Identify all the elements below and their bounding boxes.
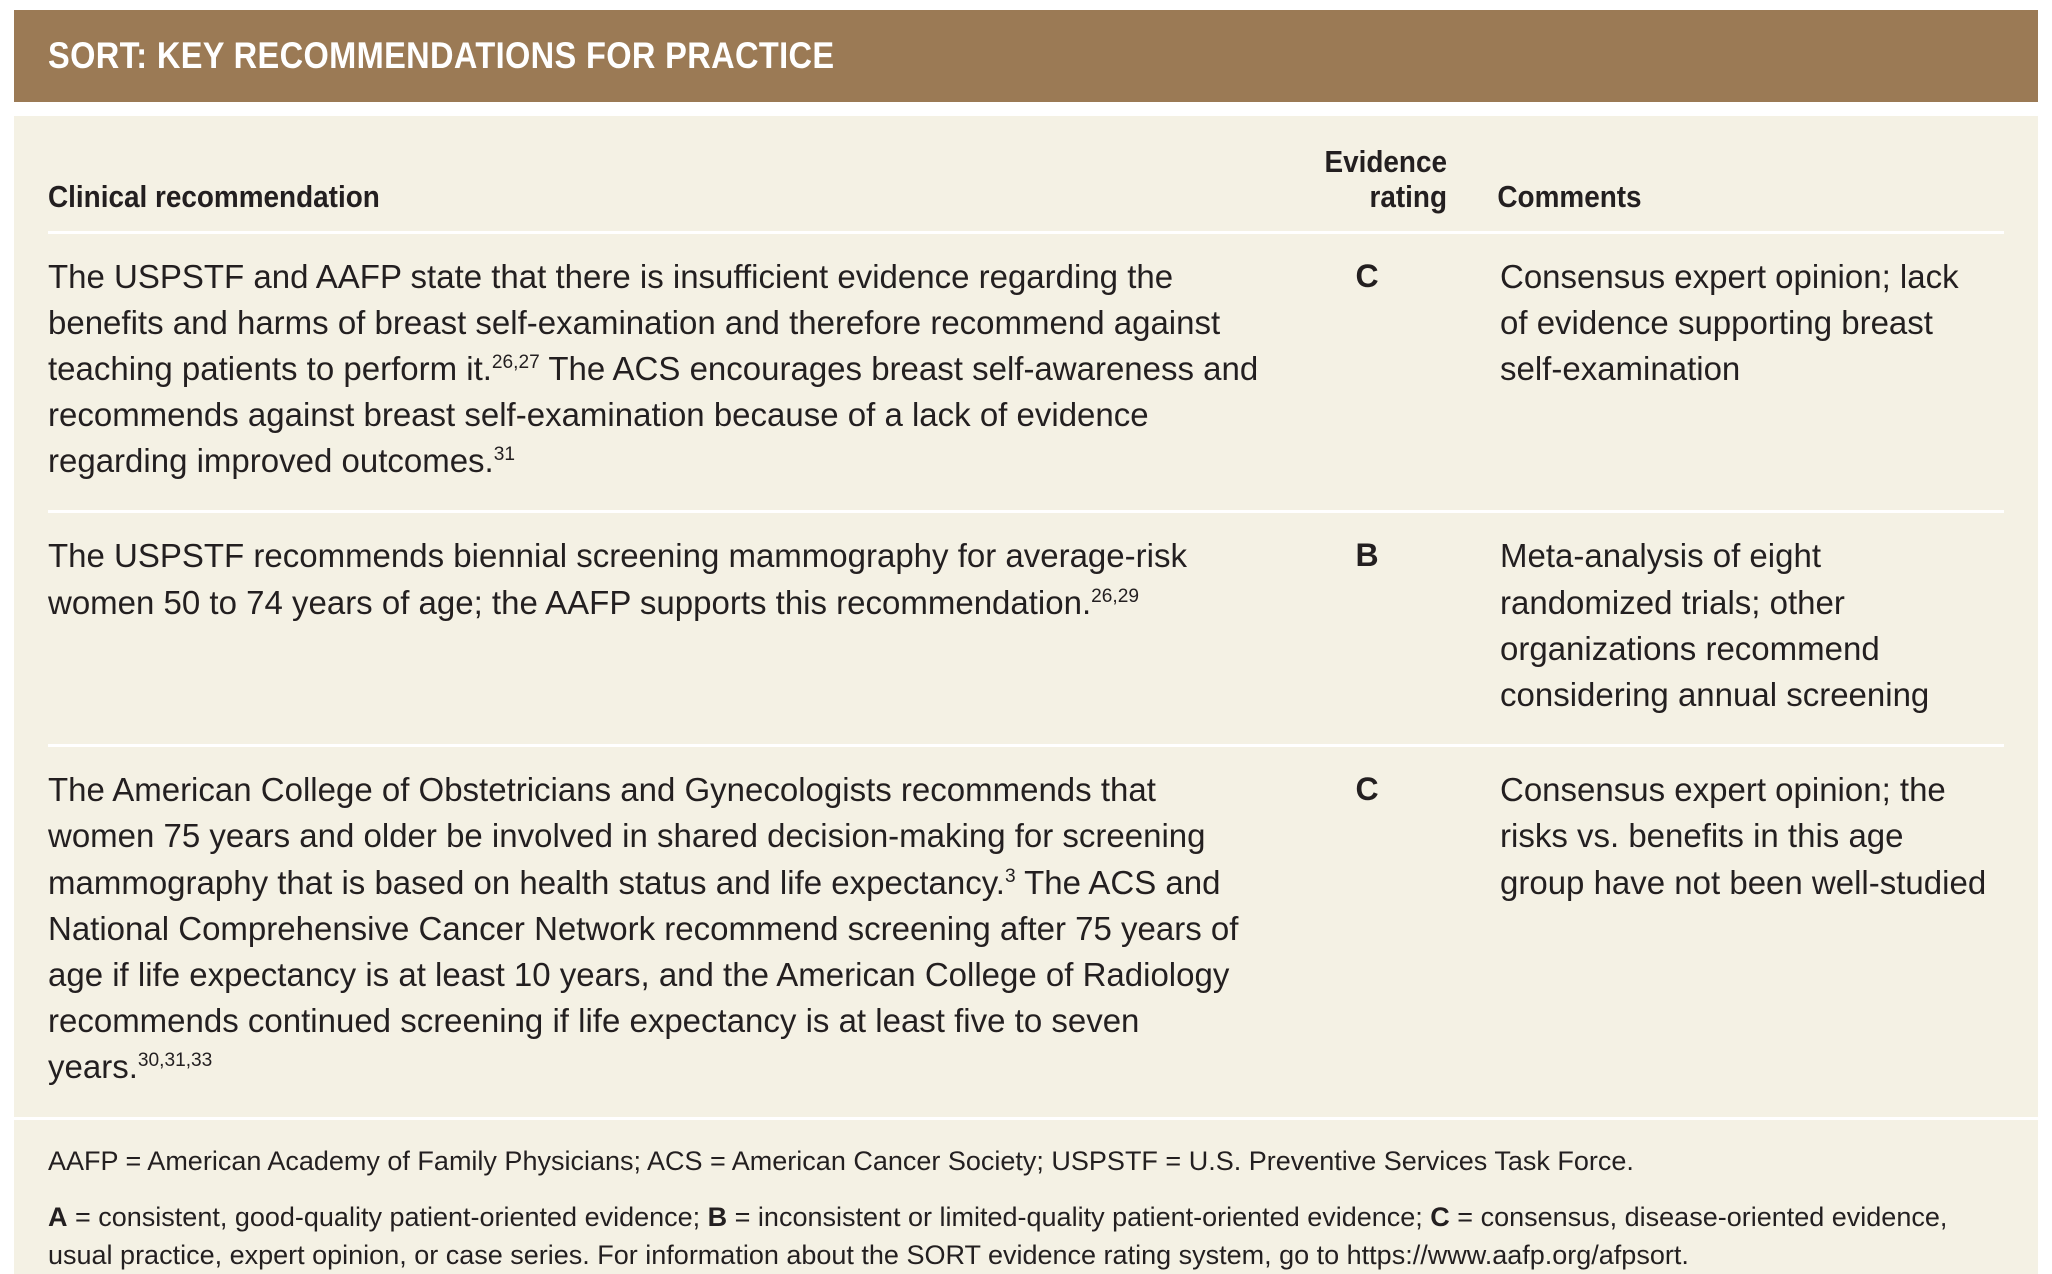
header-divider bbox=[14, 102, 2038, 116]
footnotes bbox=[14, 1117, 2038, 1274]
cell-recommendation: The USPSTF and AAFP state that there is insufficient evidence regarding the benefits and harms of breast self-examination and therefore recommend against teaching patients to perform it.$^{26,27}$ The ACS encourages breast self-awareness and recommends against breast self-examination because of a lack of evidence regarding improved outcomes.$^{31}$ bbox=[48, 232, 1286, 512]
cell-recommendation: The USPSTF recommends biennial screening mammography for average-risk women 50 to 74 years of age; the AAFP supports this recommendation.$^{26,29}$ bbox=[48, 512, 1286, 746]
cell-comments: Consensus expert opinion; the risks vs. benefits in this age group have not been well-studied bbox=[1474, 746, 2004, 1117]
cell-recommendation: The American College of Obstetricians and Gynecologists recommends that women 75 years and older be involved in shared decision-making for screening mammography that is based on health status and life expectancy.$^3$ The ACS and National Comprehensive Cancer Network recommend screening after 75 years of age if life expectancy is at least 10 years, and the American College of Radiology recommends continued screening if life expectancy is at least five to seven years.$^{30,31,33}$ bbox=[48, 746, 1286, 1117]
table-row bbox=[48, 232, 2004, 512]
column-header-comments: Comments bbox=[1474, 116, 1951, 232]
page-title: SORT: KEY RECOMMENDATIONS FOR PRACTICE bbox=[48, 35, 834, 77]
table-body-rows bbox=[48, 232, 2004, 1117]
column-header-evidence-rating bbox=[1305, 116, 1474, 232]
footnote-abbreviations: AAFP = American Academy of Family Physicians; ACS = American Cancer Society; USPSTF = U.S. Preventive Services Task Force. bbox=[48, 1142, 2004, 1180]
recommendations-table bbox=[48, 116, 2004, 1117]
column-header-recommendation: Clinical recommendation bbox=[48, 116, 1162, 232]
card-header bbox=[14, 10, 2038, 102]
evidence-rating-line2: rating bbox=[1369, 179, 1447, 214]
table-header-row bbox=[48, 116, 2004, 232]
evidence-rating-line1: Evidence bbox=[1324, 144, 1447, 179]
footnote-rating-definitions: A = consistent, good-quality patient-oriented evidence; B = inconsistent or limited-quality patient-oriented evidence; C = consensus, disease-oriented evidence, usual practice, expert opinion, or case series. For information about the SORT evidence rating system, go to https://www.aafp.org/afpsort. bbox=[48, 1198, 2004, 1274]
sort-recommendations-card bbox=[14, 10, 2038, 1206]
table-container bbox=[14, 116, 2038, 1117]
cell-evidence-rating: C bbox=[1286, 232, 1474, 512]
table-row bbox=[48, 746, 2004, 1117]
cell-evidence-rating: C bbox=[1286, 746, 1474, 1117]
cell-comments: Consensus expert opinion; lack of evidence supporting breast self-examination bbox=[1474, 232, 2004, 512]
table-row bbox=[48, 512, 2004, 746]
cell-evidence-rating: B bbox=[1286, 512, 1474, 746]
cell-comments: Meta-analysis of eight randomized trials; other organizations recommend considering annual screening bbox=[1474, 512, 2004, 746]
